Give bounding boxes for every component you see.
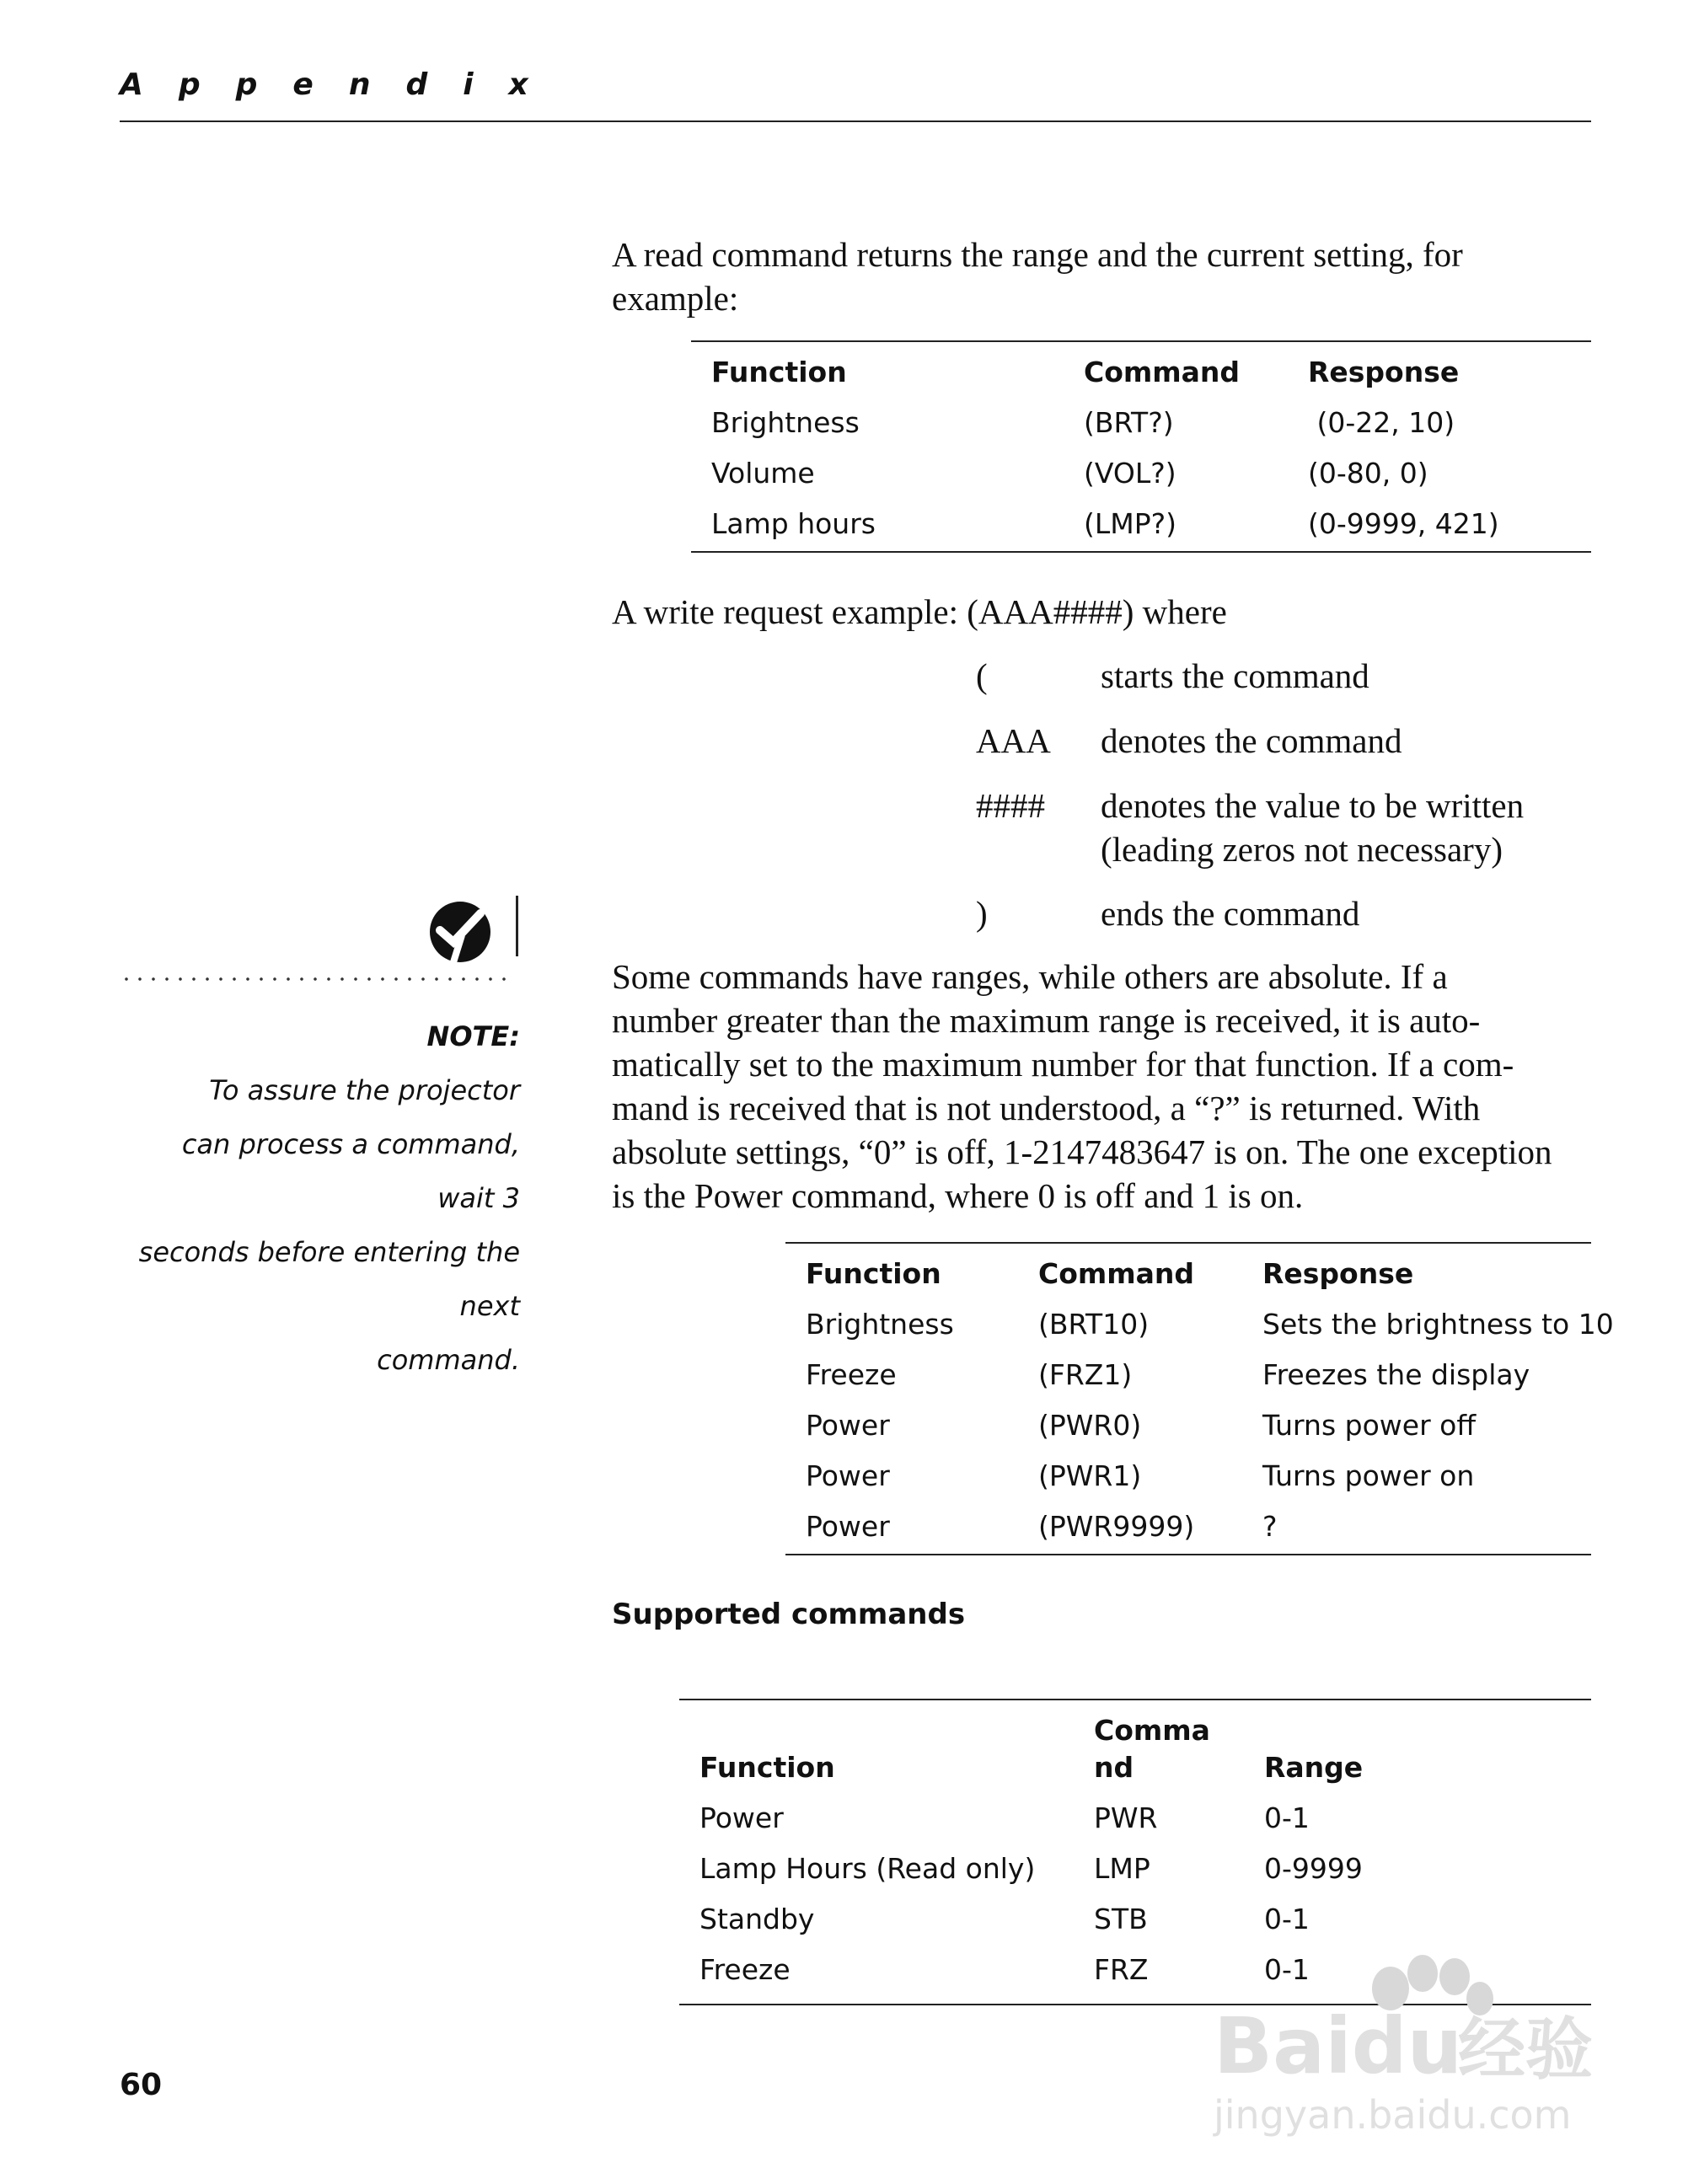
- supported-commands-heading: Supported commands: [612, 1598, 966, 1631]
- margin-note: [120, 1009, 520, 1387]
- table-cell: Freezes the display: [1262, 1358, 1530, 1391]
- table-cell: Brightness: [806, 1308, 954, 1341]
- note-line: To assure the projector: [201, 1074, 520, 1106]
- write-desc: denotes the value to be written: [1101, 786, 1525, 825]
- write-desc: starts the command: [1101, 656, 1369, 695]
- read-command-table: [691, 340, 1591, 556]
- table-header: Function: [711, 356, 847, 388]
- table-cell: Power: [699, 1801, 784, 1834]
- table-header: Comma: [1094, 1714, 1210, 1747]
- table-cell: (BRT?): [1084, 406, 1174, 439]
- para-line: absolute settings, “0” is off, 1-2147483647 is on. The one exception: [612, 1132, 1552, 1171]
- table-cell: Lamp hours: [711, 507, 876, 540]
- note-bar: [516, 896, 518, 956]
- table-header: Range: [1264, 1751, 1364, 1784]
- table-cell: FRZ: [1094, 1953, 1149, 1986]
- table-cell: Freeze: [699, 1953, 791, 1986]
- watermark-cn: 经验: [1458, 2010, 1593, 2089]
- table-cell: (FRZ1): [1038, 1358, 1133, 1391]
- table-cell: Standby: [699, 1903, 815, 1935]
- note-icon: [428, 898, 496, 966]
- para-line: is the Power command, where 0 is off and 1 is on.: [612, 1176, 1304, 1215]
- table-cell: Sets the brightness to 10: [1262, 1308, 1614, 1341]
- table-cell: 0-1: [1264, 1903, 1310, 1935]
- table-cell: (0-22, 10): [1308, 406, 1455, 439]
- table-top-rule: [785, 1242, 1591, 1244]
- para-line: mand is received that is not understood, a “?” is returned. With: [612, 1089, 1481, 1127]
- para-line: Some commands have ranges, while others are absolute. If a: [612, 957, 1448, 996]
- write-desc-cont: (leading zeros not necessary): [1101, 830, 1503, 869]
- table-cell: LMP: [1094, 1852, 1150, 1885]
- table-bottom-rule: [691, 551, 1591, 553]
- table-cell: STB: [1094, 1903, 1148, 1935]
- table-cell: Power: [806, 1459, 890, 1492]
- header-rule: [120, 120, 1591, 122]
- table-header: Function: [699, 1751, 835, 1784]
- table-cell: (0-9999, 421): [1308, 507, 1499, 540]
- table-cell: ?: [1262, 1510, 1278, 1543]
- table-header: Command: [1084, 356, 1241, 388]
- table-cell: Power: [806, 1409, 890, 1442]
- table-cell: Brightness: [711, 406, 860, 439]
- write-symbol: AAA: [976, 721, 1051, 760]
- table-bottom-rule: [785, 1554, 1591, 1555]
- table-cell: Lamp Hours (Read only): [699, 1852, 1036, 1885]
- baidu-watermark: [1205, 1930, 1627, 2149]
- watermark-brand: Baidu: [1214, 2001, 1463, 2091]
- table-header: Response: [1262, 1257, 1414, 1290]
- note-line: can process a command, wait 3: [181, 1128, 520, 1214]
- table-cell: (PWR0): [1038, 1409, 1142, 1442]
- table-cell: (VOL?): [1084, 457, 1176, 490]
- write-desc: denotes the command: [1101, 721, 1402, 760]
- write-symbol: (: [976, 656, 988, 695]
- page-number: 60: [120, 2068, 163, 2102]
- table-cell: (LMP?): [1084, 507, 1177, 540]
- table-cell: (PWR9999): [1038, 1510, 1195, 1543]
- table-header: Function: [806, 1257, 941, 1290]
- running-header: Appendix: [120, 67, 564, 102]
- table-top-rule: [691, 340, 1591, 342]
- note-line: seconds before entering the next: [138, 1236, 520, 1322]
- write-intro: A write request example: (AAA####) where: [612, 592, 1227, 631]
- table-cell: Freeze: [806, 1358, 897, 1391]
- read-intro: A read command returns the range and the current setting, for example:: [612, 235, 1463, 318]
- table-cell: (0-80, 0): [1308, 457, 1428, 490]
- table-top-rule: [679, 1699, 1591, 1700]
- table-cell: 0-1: [1264, 1801, 1310, 1834]
- table-header: Command: [1038, 1257, 1195, 1290]
- table-cell: Volume: [711, 457, 815, 490]
- table-header: Response: [1308, 356, 1460, 388]
- table-cell: (BRT10): [1038, 1308, 1150, 1341]
- table-cell: Turns power off: [1262, 1409, 1477, 1442]
- write-command-table: [785, 1242, 1614, 1555]
- note-label: NOTE:: [426, 1020, 520, 1052]
- table-header: nd: [1094, 1751, 1134, 1784]
- table-cell: (PWR1): [1038, 1459, 1142, 1492]
- table-cell: Turns power on: [1262, 1459, 1475, 1492]
- note-divider: [120, 977, 516, 981]
- write-symbol: ####: [976, 786, 1045, 825]
- watermark-url: jingyan.baidu.com: [1214, 2092, 1572, 2138]
- write-desc: ends the command: [1101, 894, 1360, 933]
- note-line: command.: [377, 1344, 520, 1376]
- table-cell: Power: [806, 1510, 890, 1543]
- table-cell: PWR: [1094, 1801, 1158, 1834]
- write-symbol: ): [976, 894, 988, 933]
- para-line: number greater than the maximum range is received, it is auto-: [612, 1001, 1481, 1040]
- table-cell: 0-9999: [1264, 1852, 1363, 1885]
- table-cell: 0-1: [1264, 1953, 1310, 1986]
- ranges-paragraph: [612, 955, 1606, 1218]
- para-line: matically set to the maximum number for that function. If a com-: [612, 1045, 1514, 1084]
